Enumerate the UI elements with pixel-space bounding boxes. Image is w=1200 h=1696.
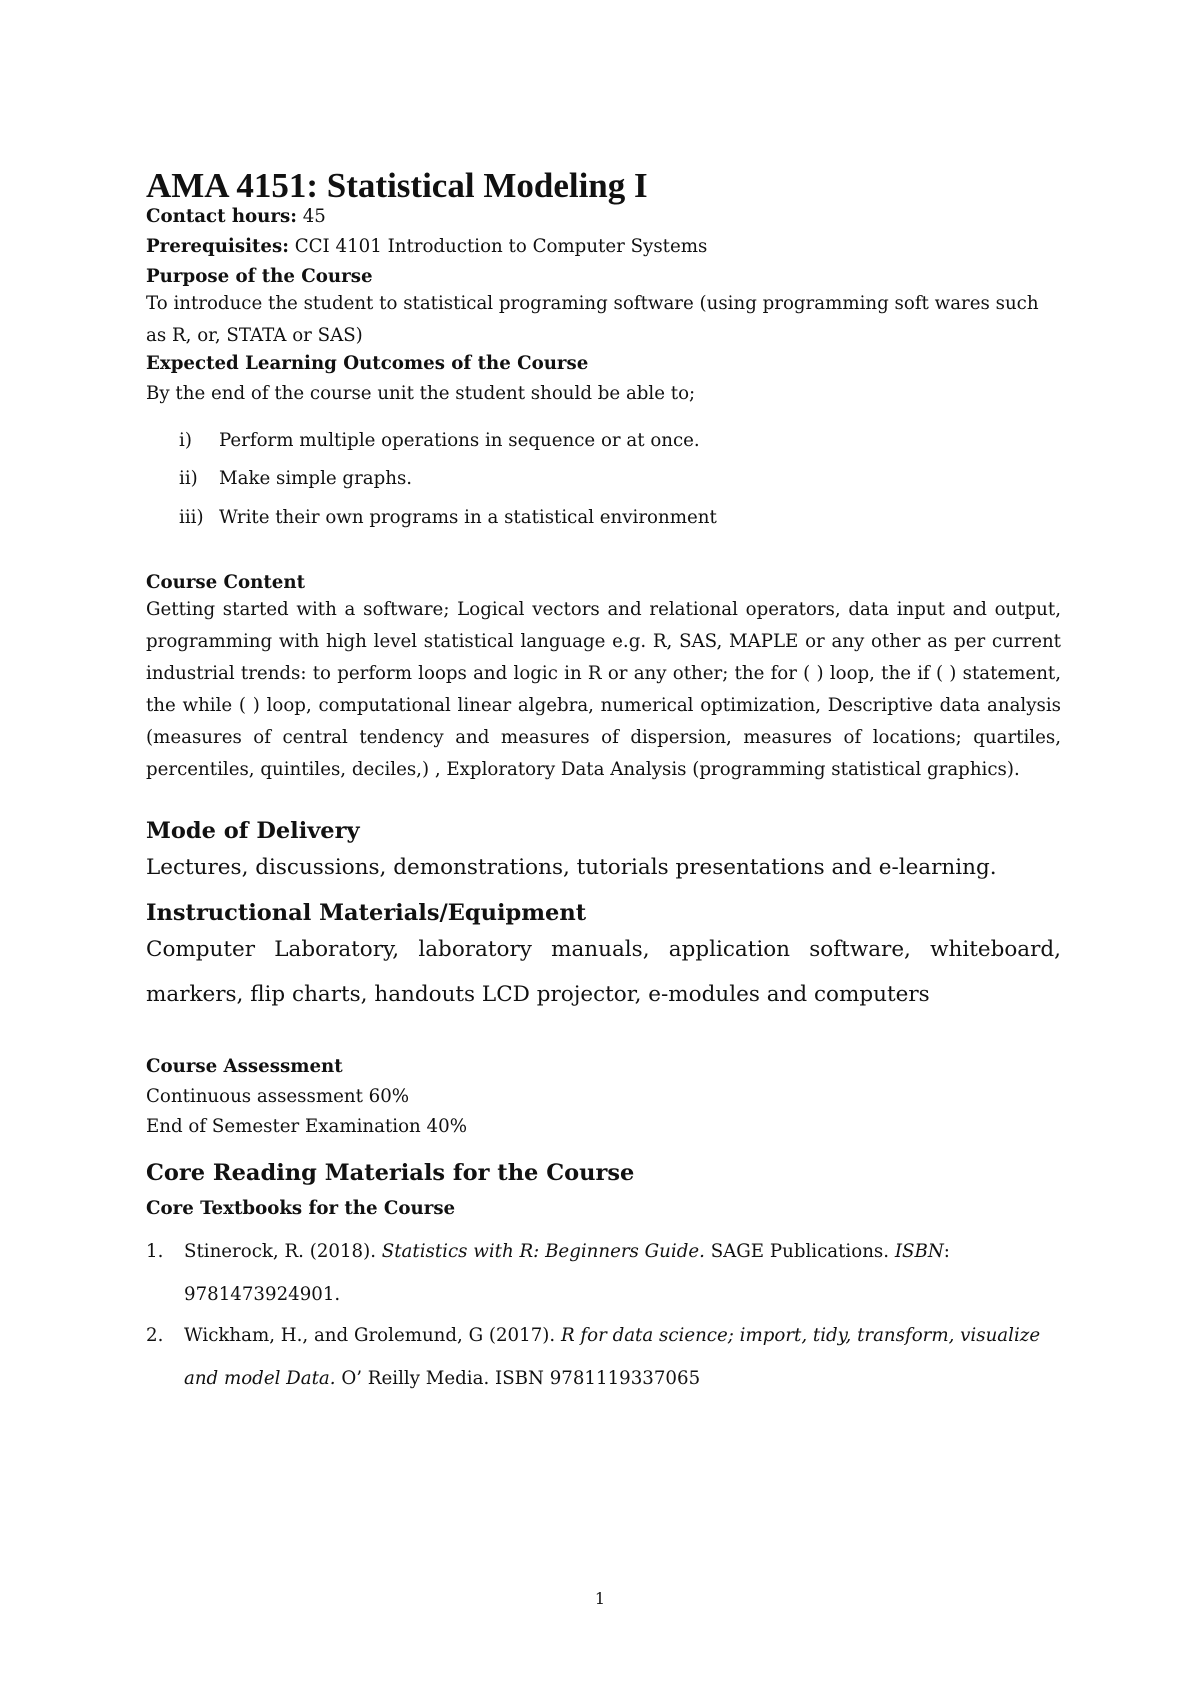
reference-publisher: SAGE Publications. xyxy=(704,1241,895,1262)
list-item-text: Perform multiple operations in sequence or at once. xyxy=(219,430,700,451)
delivery-heading: Mode of Delivery xyxy=(146,818,360,844)
contact-hours-value: 45 xyxy=(296,206,326,227)
materials-text: Computer Laboratory, laboratory manuals, application software, whiteboard, markers, flip charts, handouts LCD projector, e-modules and computers xyxy=(146,937,1061,1007)
assessment-exam: End of Semester Examination 40% xyxy=(146,1116,467,1137)
list-item xyxy=(179,507,717,528)
reference-publisher: O’ Reilly Media. ISBN 9781119337065 xyxy=(335,1368,701,1389)
purpose-heading: Purpose of the Course xyxy=(146,266,373,287)
prerequisites-value: CCI 4101 Introduction to Computer Systems xyxy=(288,236,708,257)
reference-body xyxy=(184,1314,1076,1400)
reading-heading: Core Reading Materials for the Course xyxy=(146,1160,635,1186)
content-text: Getting started with a software; Logical vectors and relational operators, data input and output, programming with high level statistical language e.g. R, SAS, MAPLE or any other as per current industrial trends: to perform loops and logic in R or any other; the for ( ) loop, the if ( ) statement, the while ( ) loop, computational linear algebra, numerical optimization, Descriptive data analysis (measures of central tendency and measures of dispersion, measures of locations; quartiles, percentiles, quintiles, deciles,) , Exploratory Data Analysis (programming statistical graphics). xyxy=(146,599,1061,780)
list-item xyxy=(179,430,700,451)
outcomes-heading: Expected Learning Outcomes of the Course xyxy=(146,353,589,374)
prerequisites-label: Prerequisites: xyxy=(146,236,289,257)
reference-authors: Stinerock, R. (2018). xyxy=(184,1241,382,1262)
reference-isbn-label: ISBN xyxy=(894,1241,944,1262)
contact-hours-label: Contact hours: xyxy=(146,206,297,227)
outcomes-intro: By the end of the course unit the student should be able to; xyxy=(146,383,696,404)
list-item-number: ii) xyxy=(179,468,198,489)
reference-number: 1. xyxy=(146,1241,164,1262)
materials-heading: Instructional Materials/Equipment xyxy=(146,900,587,926)
list-item xyxy=(179,468,412,489)
list-item-number: i) xyxy=(179,430,192,451)
list-item-text: Write their own programs in a statistical environment xyxy=(219,507,717,528)
reference-isbn: : 9781473924901. xyxy=(184,1241,950,1305)
reference-title: R for data science; import, tidy, transform, visualize and model Data. xyxy=(184,1325,1041,1389)
textbooks-heading: Core Textbooks for the Course xyxy=(146,1198,456,1219)
purpose-text: To introduce the student to statistical programing software (using programming soft wares such as R, or, STATA or SAS) xyxy=(146,293,1039,346)
list-item-number: iii) xyxy=(179,507,204,528)
reference-title: Statistics with R: Beginners Guide. xyxy=(381,1241,705,1262)
prerequisites xyxy=(146,236,707,257)
reference-body xyxy=(184,1230,1076,1316)
page-number: 1 xyxy=(594,1589,606,1608)
content-heading: Course Content xyxy=(146,572,305,593)
assessment-continuous: Continuous assessment 60% xyxy=(146,1086,410,1107)
page-title: AMA 4151: Statistical Modeling I xyxy=(146,166,648,205)
assessment-heading: Course Assessment xyxy=(146,1056,343,1077)
contact-hours xyxy=(146,206,326,227)
reference-authors: Wickham, H., and Grolemund, G (2017). xyxy=(184,1325,561,1346)
reference-number: 2. xyxy=(146,1325,164,1346)
list-item-text: Make simple graphs. xyxy=(219,468,413,489)
delivery-text: Lectures, discussions, demonstrations, tutorials presentations and e-learning. xyxy=(146,855,997,880)
reference-item xyxy=(146,1314,1076,1400)
reference-item xyxy=(146,1230,1076,1316)
